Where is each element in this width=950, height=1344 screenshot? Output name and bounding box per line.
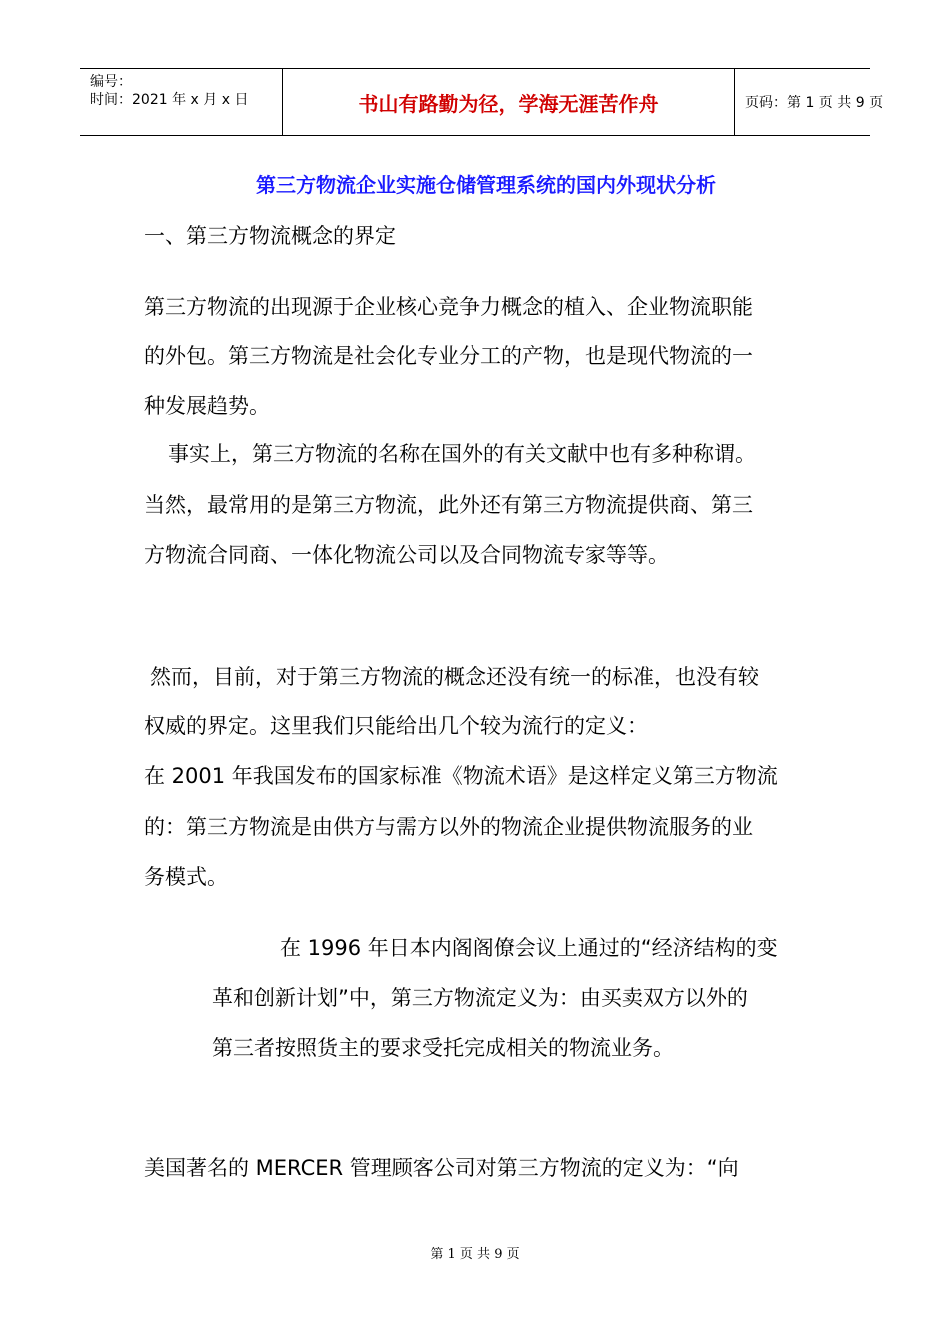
paragraph-line: 权威的界定。这里我们只能给出几个较为流行的定义： bbox=[144, 714, 648, 738]
paragraph-line: 务模式。 bbox=[144, 865, 228, 889]
paragraph-line: 种发展趋势。 bbox=[144, 394, 270, 418]
paragraph-line: 方物流合同商、一体化物流公司以及合同物流专家等等。 bbox=[144, 543, 669, 567]
paragraph-line: 在 1996 年日本内阁阁僚会议上通过的“经济结构的变 bbox=[280, 936, 778, 960]
header-page-info: 页码：第 1 页 共 9 页 bbox=[745, 95, 884, 111]
document-number-label: 编号： bbox=[90, 74, 132, 90]
paragraph-line: 然而，目前，对于第三方物流的概念还没有统一的标准，也没有较 bbox=[150, 665, 759, 689]
header-right-cell bbox=[735, 69, 884, 135]
header-motto: 书山有路勤为径，学海无涯苦作舟 bbox=[358, 92, 659, 116]
page-footer: 第 1 页 共 9 页 bbox=[430, 1247, 520, 1262]
paragraph-line: 美国著名的 MERCER 管理顾客公司对第三方物流的定义为：“向 bbox=[144, 1156, 739, 1180]
paragraph-line: 事实上，第三方物流的名称在国外的有关文献中也有多种称谓。 bbox=[168, 442, 756, 466]
paragraph-line: 当然，最常用的是第三方物流，此外还有第三方物流提供商、第三 bbox=[144, 493, 753, 517]
document-title: 第三方物流企业实施仓储管理系统的国内外现状分析 bbox=[256, 173, 716, 197]
paragraph-line: 在 2001 年我国发布的国家标准《物流术语》是这样定义第三方物流 bbox=[144, 764, 778, 788]
header-table bbox=[80, 68, 884, 136]
section-heading: 一、第三方物流概念的界定 bbox=[144, 224, 396, 248]
paragraph-line: 第三方物流的出现源于企业核心竞争力概念的植入、企业物流职能 bbox=[144, 295, 753, 319]
paragraph-line: 第三者按照货主的要求受托完成相关的物流业务。 bbox=[212, 1036, 674, 1060]
header-middle-cell bbox=[282, 69, 735, 135]
paragraph-line: 革和创新计划”中，第三方物流定义为：由买卖双方以外的 bbox=[212, 986, 748, 1010]
document-date: 时间：2021 年 x 月 x 日 bbox=[90, 92, 249, 108]
paragraph-line: 的：第三方物流是由供方与需方以外的物流企业提供物流服务的业 bbox=[144, 815, 753, 839]
header-left-cell bbox=[80, 69, 282, 135]
paragraph-line: 的外包。第三方物流是社会化专业分工的产物，也是现代物流的一 bbox=[144, 344, 753, 368]
